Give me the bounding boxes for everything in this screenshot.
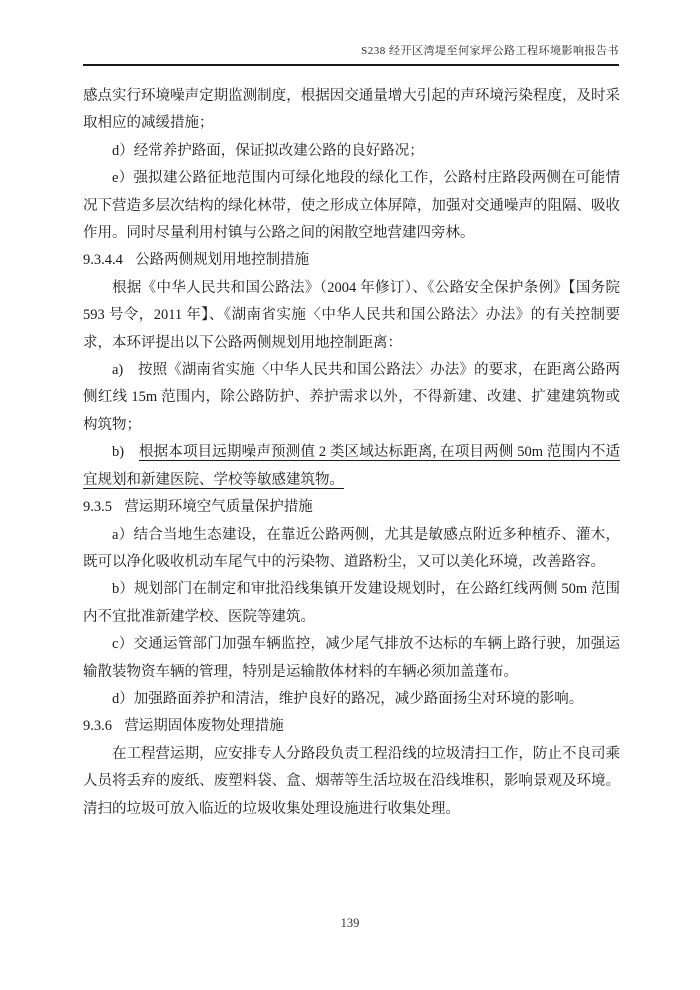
section-heading	[83, 713, 620, 740]
paragraph: d）加强路面养护和清洁，维护良好的路况，减少路面扬尘对环境的影响。	[112, 690, 584, 707]
section-title: 公路两侧规划用地控制措施	[135, 252, 310, 269]
list-item-underlined	[83, 439, 620, 494]
underlined-text: 根据本项目远期噪声预测值 2 类区域达标距离, 在项目两侧 50m 范围内不适宜规划和新建医院、学校等敏感建筑物。	[83, 444, 620, 488]
document-body	[83, 83, 620, 823]
paragraph: 根据《中华人民共和国公路法》（2004 年修订）、《公路安全保护条例》【国务院 593 号令，2011 年】、《湖南省实施〈中华人民共和国公路法〉办法》的有关控制要求，本环评提出以下公路两侧规划用地控制距离：	[83, 279, 620, 351]
paragraph: e）强拟建公路征地范围内可绿化地段的绿化工作，公路村庄路段两侧在可能情况下营造多层次结构的绿化林带，使之形成立体屏障，加强对交通噪声的阻隔、吸收作用。同时尽量利用村镇与公路之间的闲散空地营建四旁林。	[83, 170, 620, 242]
section-heading	[83, 494, 620, 521]
list-marker: b)	[112, 444, 139, 461]
paragraph: a) 按照《湖南省实施〈中华人民共和国公路法〉办法》的要求，在距离公路两侧红线 15m 范围内，除公路防护、养护需求以外，不得新建、改建、扩建建筑物或构筑物；	[83, 362, 620, 433]
page-number: 139	[340, 916, 360, 930]
paragraph: a）结合当地生态建设，在靠近公路两侧，尤其是敏感点附近多种植乔、灌木，既可以净化吸收机动车尾气中的污染物、道路粉尘，又可以美化环境，改善路容。	[83, 526, 620, 570]
section-title: 营运期环境空气质量保护措施	[124, 499, 313, 516]
page-header	[83, 42, 619, 66]
paragraph-continuation: 感点实行环境噪声定期监测制度，根据因交通量增大引起的声环境污染程度，及时采取相应的减缓措施；	[83, 88, 620, 132]
section-heading	[83, 247, 620, 274]
header-title: S238 经开区湾堤至何家坪公路工程环境影响报告书	[361, 45, 619, 57]
paragraph: 在工程营运期，应安排专人分路段负责工程沿线的垃圾清扫工作，防止不良司乘人员将丢弃的废纸、废塑料袋、盒、烟蒂等生活垃圾在沿线堆积，影响景观及环境。清扫的垃圾可放入临近的垃圾收集处理设施进行收集处理。	[83, 745, 620, 817]
paragraph: d）经常养护路面，保证拟改建公路的良好路况；	[112, 142, 424, 159]
paragraph: b）规划部门在制定和审批沿线集镇开发建设规划时，在公路红线两侧 50m 范围内不宜批准新建学校、医院等建筑。	[83, 581, 620, 625]
paragraph: c）交通运管部门加强车辆监控，减少尾气排放不达标的车辆上路行驶，加强运输散装物资车辆的管理，特别是运输散体材料的车辆必须加盖蓬布。	[83, 636, 620, 680]
section-number: 9.3.6	[83, 718, 112, 735]
page-footer	[0, 916, 700, 931]
section-number: 9.3.4.4	[83, 252, 123, 269]
section-number: 9.3.5	[83, 499, 112, 516]
section-title: 营运期固体废物处理措施	[124, 718, 284, 735]
